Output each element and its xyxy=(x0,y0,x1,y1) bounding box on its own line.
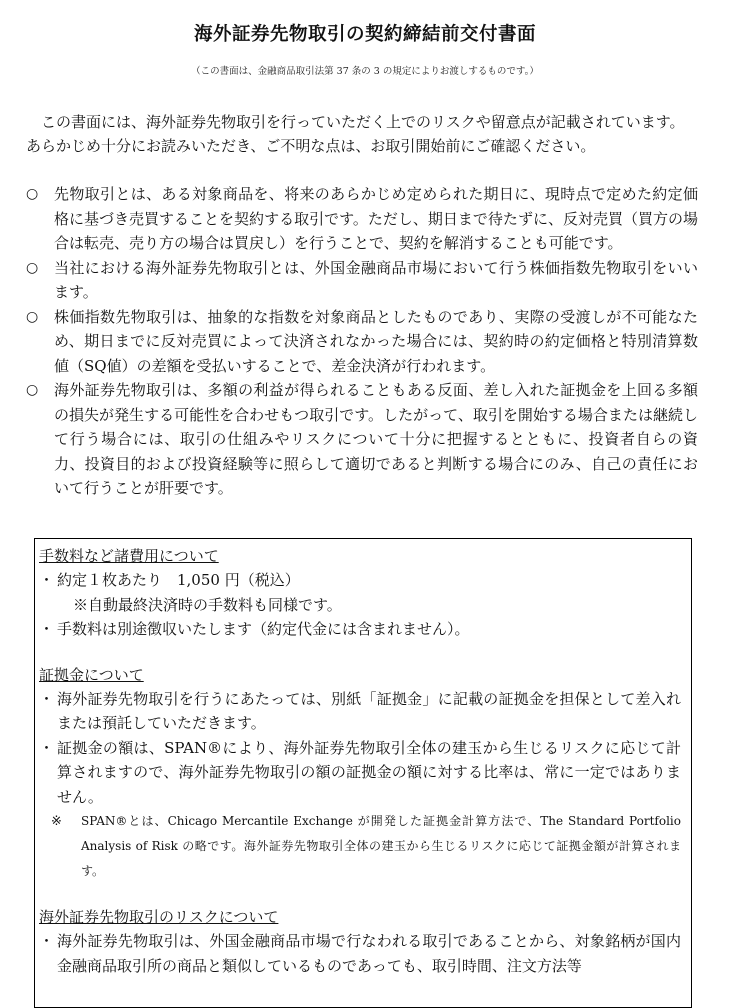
fees-item-text: 手数料は別途徴収いたします（約定代金には含まれません）。 xyxy=(57,620,470,638)
risk-item xyxy=(39,929,681,978)
dot-bullet-icon: ・ xyxy=(39,689,55,708)
document-title: 海外証券先物取引の契約締結前交付書面 xyxy=(193,24,536,45)
intro-paragraph: この書面には、海外証券先物取引を行っていただく上でのリスクや留意点が記載されています。あらかじめ十分にお読みいただき、ご不明な点は、お取引開始前にご確認ください。 xyxy=(26,113,685,155)
fees-heading: 手数料など諸費用について xyxy=(39,547,219,565)
bullet-item xyxy=(26,305,698,379)
circle-bullet-icon: ○ xyxy=(26,308,39,325)
bullet-text: 株価指数先物取引は、抽象的な指数を対象商品としたものであり、実際の受渡しが不可能なため、期日までに反対売買によって決済されなかった場合には、契約時の約定価格と特別清算数値（SQ値）の差額を受払いすることで、差金決済が行われます。 xyxy=(54,307,698,375)
circle-bullet-icon: ○ xyxy=(26,259,39,276)
circle-bullet-icon: ○ xyxy=(26,186,39,202)
span-note-text: SPAN®とは、Chicago Mercantile Exchange が開発した証拠金計算方法で、The Standard Portfolio Analysis of Risk の略です。海外証券先物取引全体の建玉から生じるリスクに応じて証拠金額が計算されます。 xyxy=(81,814,681,878)
risk-item-text: 海外証券先物取引は、外国金融商品市場で行なわれる取引であることから、対象銘柄が国内金融商品取引所の商品と類似しているものであっても、取引時間、注文方法等 xyxy=(57,932,681,975)
margin-item-text: 証拠金の額は、SPAN®により、海外証券先物取引全体の建玉から生じるリスクに応じて計算されますので、海外証券先物取引の額の証拠金の額に対する比率は、常に一定ではありません。 xyxy=(57,738,681,806)
margin-item-text: 海外証券先物取引を行うにあたっては、別紙「証拠金」に記載の証拠金を担保として差入れまたは預託していただきます。 xyxy=(57,689,681,732)
dot-bullet-icon: ・ xyxy=(39,620,55,638)
circle-bullet-icon: ○ xyxy=(26,382,39,398)
bullet-text: 海外証券先物取引は、多額の利益が得られることもある反面、差し入れた証拠金を上回る多額の損失が発生する可能性を合わせもつ取引です。したがって、取引を開始する場合または継続して行う場合には、取引の仕組みやリスクについて十分に把握するとともに、投資者自らの資力、投資目的および投資経験等に照らして適切であると判断する場合にのみ、自己の責任において行うことが肝要です。 xyxy=(54,381,698,497)
note-mark: ※ xyxy=(51,814,62,829)
fees-note: ※自動最終決済時の手数料も同様です。 xyxy=(73,595,342,614)
bullet-text: 先物取引とは、ある対象商品を、将来のあらかじめ定められた期日に、現時点で定めた約定価格に基づき売買することを契約する取引です。ただし、期日まで待たずに、反対売買（買方の場合は転売、売り方の場合は買戻し）を行うことで、契約を解消することも可能です。 xyxy=(54,185,698,252)
margin-heading: 証拠金について xyxy=(39,665,144,684)
bullet-item xyxy=(26,378,698,501)
dot-bullet-icon: ・ xyxy=(39,571,55,589)
bullet-text: 当社における海外証券先物取引とは、外国金融商品市場において行う株価指数先物取引をいいます。 xyxy=(54,258,698,301)
margin-item xyxy=(39,687,681,736)
bullet-item xyxy=(26,182,698,256)
risk-heading: 海外証券先物取引のリスクについて xyxy=(39,908,279,926)
dot-bullet-icon: ・ xyxy=(39,932,55,950)
span-note xyxy=(51,809,681,884)
dot-bullet-icon: ・ xyxy=(39,738,55,757)
fees-item xyxy=(39,568,681,593)
bullet-item xyxy=(26,256,698,305)
bullet-list xyxy=(26,182,698,501)
fees-item-text: 約定１枚あたり 1,050 円（税込） xyxy=(57,571,300,589)
fees-item xyxy=(39,617,681,642)
margin-item xyxy=(39,736,681,810)
document-subtitle: （この書面は、金融商品取引法第 37 条の 3 の規定によりお渡しするものです。） xyxy=(191,66,539,77)
info-box xyxy=(34,538,692,1008)
